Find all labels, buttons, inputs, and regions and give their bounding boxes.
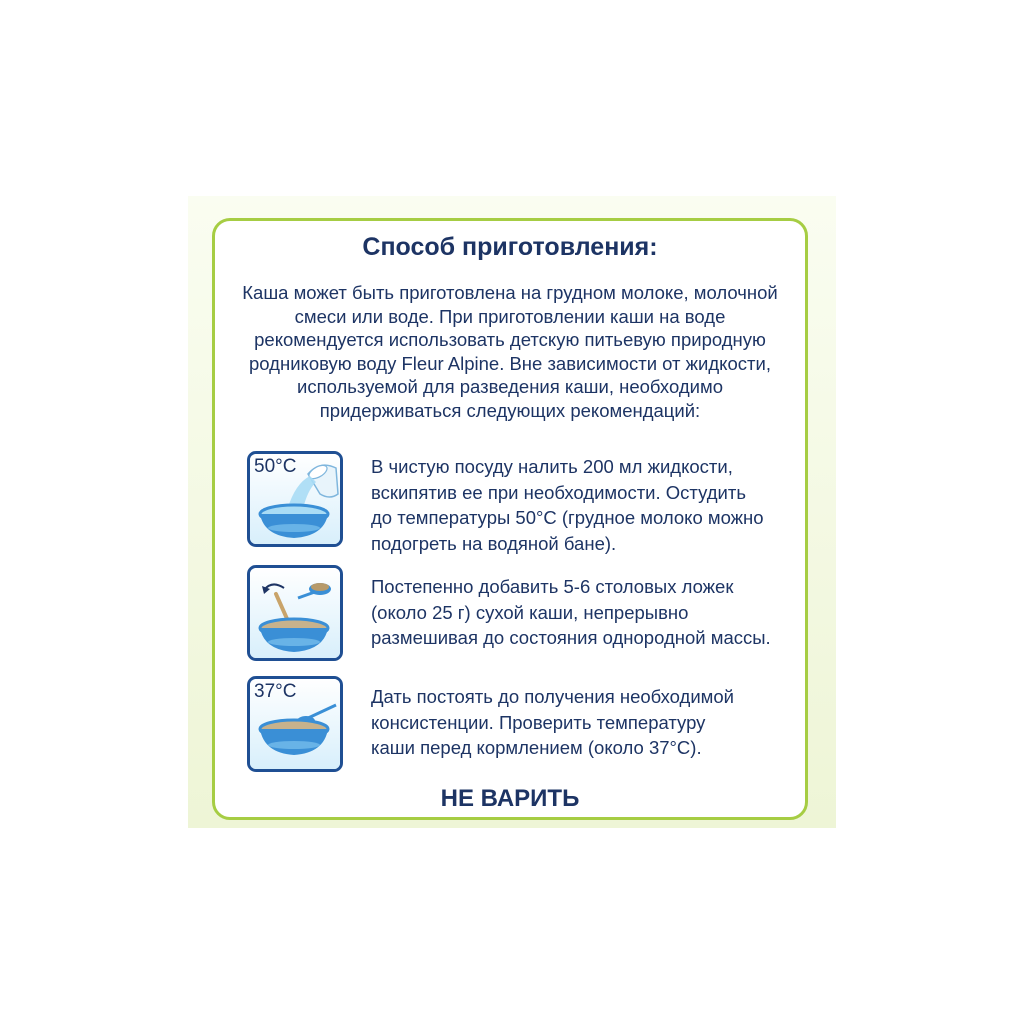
step-line: В чистую посуду налить 200 мл жидкости,: [371, 456, 733, 477]
pouring-liquid-bowl-icon: [247, 451, 343, 547]
intro-line: рекомендуется использовать детскую питьевую природную: [254, 329, 766, 350]
step-line: Дать постоять до получения необходимой: [371, 686, 735, 707]
instructions-card: [212, 218, 808, 820]
step-2-text: [371, 574, 771, 651]
step-1-text: [371, 454, 764, 556]
intro-paragraph: [231, 281, 789, 422]
intro-line: смеси или воде. При приготовлении каши на воде: [294, 305, 726, 327]
ready-porridge-bowl-icon: [247, 676, 343, 772]
step-3-text: [371, 684, 734, 761]
intro-line: Каша может быть приготовлена на грудном молоке, молочной: [242, 282, 778, 303]
step-line: подогреть на водяной бане).: [371, 532, 617, 554]
intro-line: придерживаться следующих рекомендаций:: [319, 399, 701, 421]
step-line: размешивая до состояния однородной массы.: [371, 627, 771, 648]
stirring-cereal-bowl-icon: [247, 565, 343, 661]
step-line: каши перед кормлением (около 37°С).: [371, 737, 702, 758]
step-line: до температуры 50°С (грудное молоко можно: [371, 507, 764, 528]
intro-line: используемой для разведения каши, необходимо: [297, 376, 723, 397]
page-title: Способ приготовления:: [362, 233, 658, 261]
step-line: (около 25 г) сухой каши, непрерывно: [371, 601, 689, 623]
step-line: консистенции. Проверить температуру: [371, 711, 706, 733]
step-line: Постепенно добавить 5-6 столовых ложек: [371, 576, 734, 597]
temperature-label: 37°C: [254, 681, 297, 702]
do-not-boil-warning: НЕ ВАРИТЬ: [440, 785, 580, 812]
temperature-label: 50°C: [254, 456, 297, 477]
intro-line: родниковую воду Fleur Alpine. Вне зависимости от жидкости,: [249, 352, 771, 374]
step-line: вскипятив ее при необходимости. Остудить: [371, 481, 746, 503]
